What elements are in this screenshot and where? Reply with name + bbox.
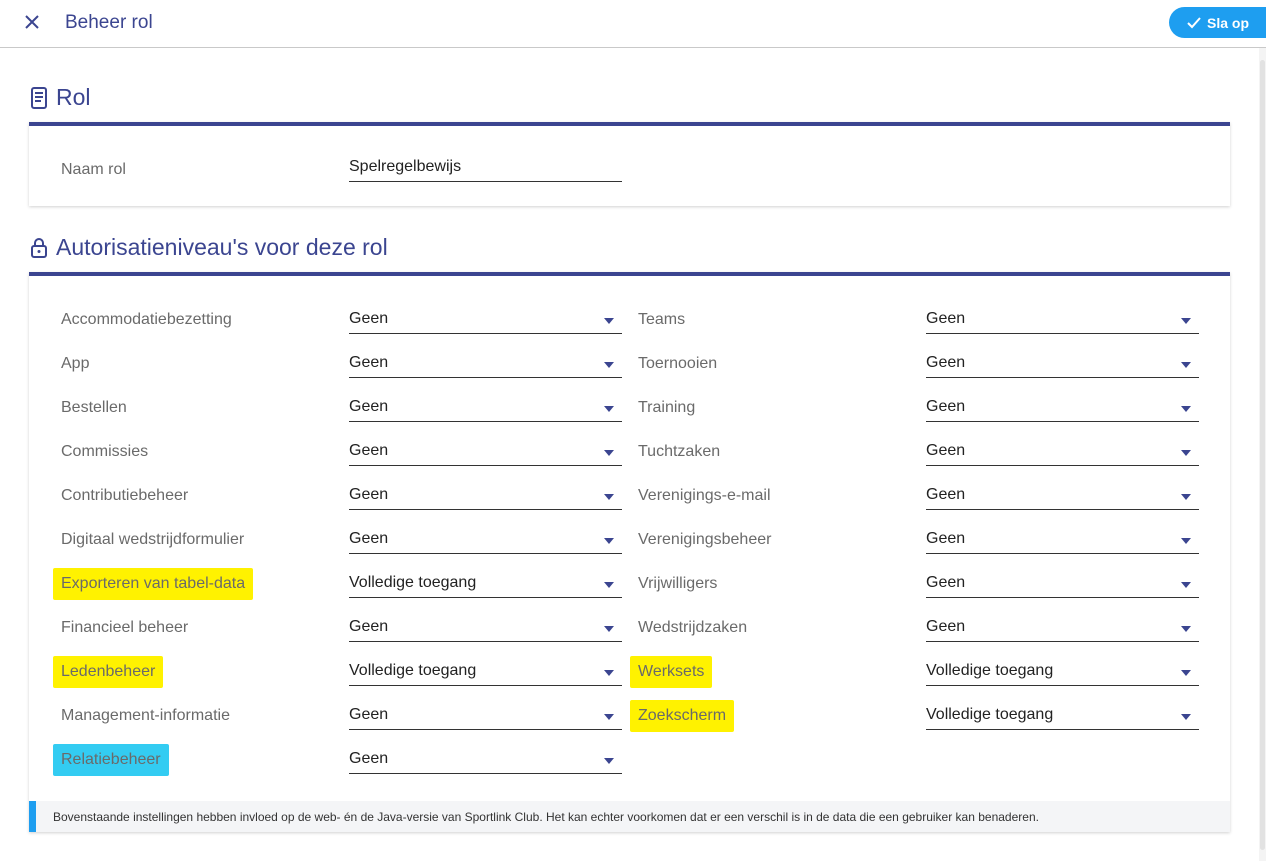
- permission-select-value: Geen: [349, 442, 389, 459]
- permission-select-value: Geen: [926, 398, 966, 415]
- role-name-input[interactable]: [349, 156, 622, 182]
- permission-label: Management-informatie: [61, 707, 230, 724]
- permission-select-value: Geen: [349, 398, 389, 415]
- permission-select[interactable]: [926, 618, 1199, 642]
- caret-down-icon: [604, 362, 614, 368]
- permission-label: Accommodatiebezetting: [61, 311, 232, 328]
- caret-down-icon: [1181, 582, 1191, 588]
- caret-down-icon: [604, 538, 614, 544]
- permission-label: Verenigingsbeheer: [638, 531, 772, 548]
- permission-select[interactable]: [926, 706, 1199, 730]
- caret-down-icon: [604, 670, 614, 676]
- close-button[interactable]: [18, 8, 46, 36]
- caret-down-icon: [604, 494, 614, 500]
- permission-select-value: Geen: [926, 310, 966, 327]
- permission-select-value: Geen: [349, 618, 389, 635]
- permission-select-value: Geen: [349, 354, 389, 371]
- permission-label: Relatiebeheer: [53, 744, 169, 776]
- permission-select-value: Geen: [349, 750, 389, 767]
- caret-down-icon: [604, 758, 614, 764]
- permission-select-value: Geen: [926, 574, 966, 591]
- caret-down-icon: [1181, 318, 1191, 324]
- caret-down-icon: [604, 318, 614, 324]
- section-title-rol-text: Rol: [56, 84, 91, 110]
- permission-label: Vrijwilligers: [638, 575, 718, 592]
- permission-select[interactable]: [349, 442, 622, 466]
- permission-select-value: Volledige toegang: [926, 662, 1054, 679]
- section-title-auth: [30, 234, 388, 261]
- section-title-auth-text: Autorisatieniveau's voor deze rol: [56, 234, 388, 260]
- permission-select[interactable]: [926, 486, 1199, 510]
- permission-select[interactable]: [926, 310, 1199, 334]
- save-button-label: Sla op: [1207, 14, 1250, 31]
- permission-select[interactable]: [926, 442, 1199, 466]
- permission-label: Bestellen: [61, 399, 127, 416]
- caret-down-icon: [1181, 538, 1191, 544]
- caret-down-icon: [1181, 714, 1191, 720]
- permission-select[interactable]: [349, 706, 622, 730]
- permission-label: Tuchtzaken: [638, 443, 721, 460]
- id-card-icon: [30, 87, 48, 109]
- authorization-card: [29, 272, 1230, 832]
- permission-select-value: Geen: [926, 442, 966, 459]
- permission-select-value: Geen: [349, 706, 389, 723]
- permission-select-value: Geen: [349, 310, 389, 327]
- caret-down-icon: [604, 450, 614, 456]
- caret-down-icon: [1181, 406, 1191, 412]
- permission-label: Training: [638, 399, 696, 416]
- permission-select[interactable]: [349, 310, 622, 334]
- permission-select[interactable]: [926, 354, 1199, 378]
- permission-select-value: Geen: [349, 530, 389, 547]
- caret-down-icon: [1181, 362, 1191, 368]
- caret-down-icon: [1181, 626, 1191, 632]
- section-title-rol: [30, 84, 91, 111]
- permission-label: Teams: [638, 311, 686, 328]
- permission-select[interactable]: [349, 354, 622, 378]
- permission-select[interactable]: [349, 618, 622, 642]
- permission-label: Werksets: [630, 656, 712, 688]
- permission-label: Verenigings-e-mail: [638, 487, 771, 504]
- caret-down-icon: [1181, 450, 1191, 456]
- permission-label: Toernooien: [638, 355, 718, 372]
- permission-label: Wedstrijdzaken: [638, 619, 748, 636]
- permission-label: Commissies: [61, 443, 149, 460]
- caret-down-icon: [604, 714, 614, 720]
- scrollbar-thumb[interactable]: [1260, 60, 1265, 850]
- page-title: Beheer rol: [65, 12, 153, 33]
- close-icon: [25, 15, 39, 29]
- permission-select-value: Geen: [926, 618, 966, 635]
- lock-icon: [30, 238, 48, 258]
- top-bar: [0, 0, 1266, 48]
- permission-select[interactable]: [349, 398, 622, 422]
- permission-label: Ledenbeheer: [53, 656, 163, 688]
- caret-down-icon: [604, 406, 614, 412]
- permission-select[interactable]: [926, 530, 1199, 554]
- permission-select[interactable]: [349, 662, 622, 686]
- permission-label: Financieel beheer: [61, 619, 189, 636]
- permission-select[interactable]: [926, 574, 1199, 598]
- check-icon: [1187, 17, 1201, 29]
- permission-select-value: Volledige toegang: [349, 574, 477, 591]
- permission-select-value: Geen: [349, 486, 389, 503]
- permission-select[interactable]: [349, 530, 622, 554]
- permission-select-value: Volledige toegang: [349, 662, 477, 679]
- rol-card: [29, 122, 1230, 206]
- permission-select-value: Geen: [926, 486, 966, 503]
- permission-select-value: Geen: [926, 354, 966, 371]
- permission-select[interactable]: [349, 750, 622, 774]
- caret-down-icon: [1181, 670, 1191, 676]
- info-notice: Bovenstaande instellingen hebben invloed op de web- én de Java-versie van Sportlink Club. Het kan echter voorkomen dat er een verschil is in de data die een gebruiker kan benaderen.: [29, 801, 1230, 832]
- name-label: Naam rol: [61, 161, 126, 178]
- permission-label: App: [61, 355, 90, 372]
- permission-label: Digitaal wedstrijdformulier: [61, 531, 245, 548]
- caret-down-icon: [604, 626, 614, 632]
- permission-select[interactable]: [926, 398, 1199, 422]
- save-button[interactable]: [1169, 7, 1266, 38]
- permission-label: Contributiebeheer: [61, 487, 189, 504]
- permission-label: Exporteren van tabel-data: [53, 568, 253, 600]
- permission-select[interactable]: [349, 574, 622, 598]
- permission-select-value: Geen: [926, 530, 966, 547]
- caret-down-icon: [1181, 494, 1191, 500]
- permission-select[interactable]: [349, 486, 622, 510]
- caret-down-icon: [604, 582, 614, 588]
- permission-label: Zoekscherm: [630, 700, 734, 732]
- permission-select[interactable]: [926, 662, 1199, 686]
- permission-select-value: Volledige toegang: [926, 706, 1054, 723]
